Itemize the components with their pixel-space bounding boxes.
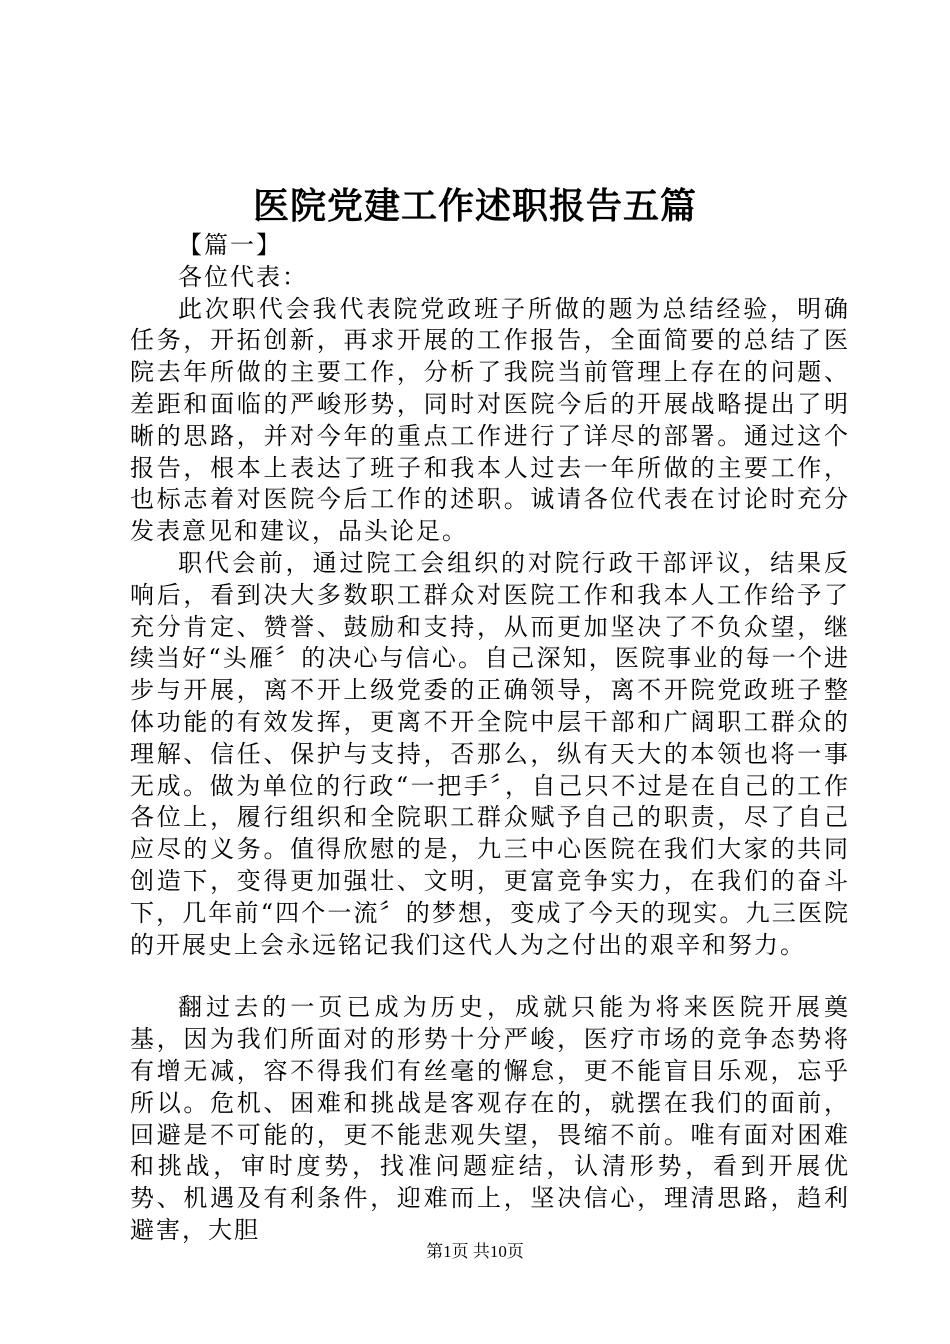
page-footer: 第1页 共10页: [426, 1242, 524, 1261]
document-title: 医院党建工作述职报告五篇: [252, 185, 697, 227]
section-label: 【篇一】: [178, 231, 282, 259]
paragraph-3: 翻过去的一页已成为历史，成就只能为将来医院开展奠基，因为我们所面对的形势十分严峻，医疗市场的竞争态势将有增无减，容不得我们有丝毫的懈怠，更不能盲目乐观，忘乎所以。危机、困难和挑战是客观存在的，就摆在我们的面前，回避是不可能的，更不能悲观失望，畏缩不前。唯有面对困难和挑战，审时度势，找准问题症结，认清形势，看到开展优势、机遇及有利条件，迎难而上，坚决信心，理清思路，趋利避害，大胆: [130, 993, 850, 1244]
paragraph-2: 职代会前，通过院工会组织的对院行政干部评议，结果反响后，看到决大多数职工群众对医院工作和我本人工作给予了充分肯定、赞誉、鼓励和支持，从而更加坚决了不负众望，继续当好“头雁〞的决心与信心。自己深知，医院事业的每一个进步与开展，离不开上级党委的正确领导，离不开院党政班子整体功能的有效发挥，更离不开全院中层干部和广阔职工群众的理解、信任、保护与支持，否那么，纵有天大的本领也将一事无成。做为单位的行政“一把手〞，自己只不过是在自己的工作各位上，履行组织和全院职工群众赋予自己的职责，尽了自己应尽的义务。值得欣慰的是，九三中心医院在我们大家的共同创造下，变得更加强壮、文明，更富竞争实力，在我们的奋斗下，几年前“四个一流〞的梦想，变成了今天的现实。九三医院的开展史上会永远铭记我们这代人为之付出的艰辛和努力。: [130, 548, 850, 959]
document-body: [130, 230, 850, 1247]
salutation: 各位代表：: [178, 262, 308, 291]
paragraph-1: 此次职代会我代表院党政班子所做的题为总结经验，明确任务，开拓创新，再求开展的工作报告，全面简要的总结了医院去年所做的主要工作，分析了我院当前管理上存在的问题、差距和面临的严峻形势，同时对医院今后的开展战略提出了明晰的思路，并对今年的重点工作进行了详尽的部署。通过这个报告，根本上表达了班子和我本人过去一年所做的主要工作，也标志着对医院今后工作的述职。诚请各位代表在讨论时充分发表意见和建议，品头论足。: [130, 294, 850, 546]
